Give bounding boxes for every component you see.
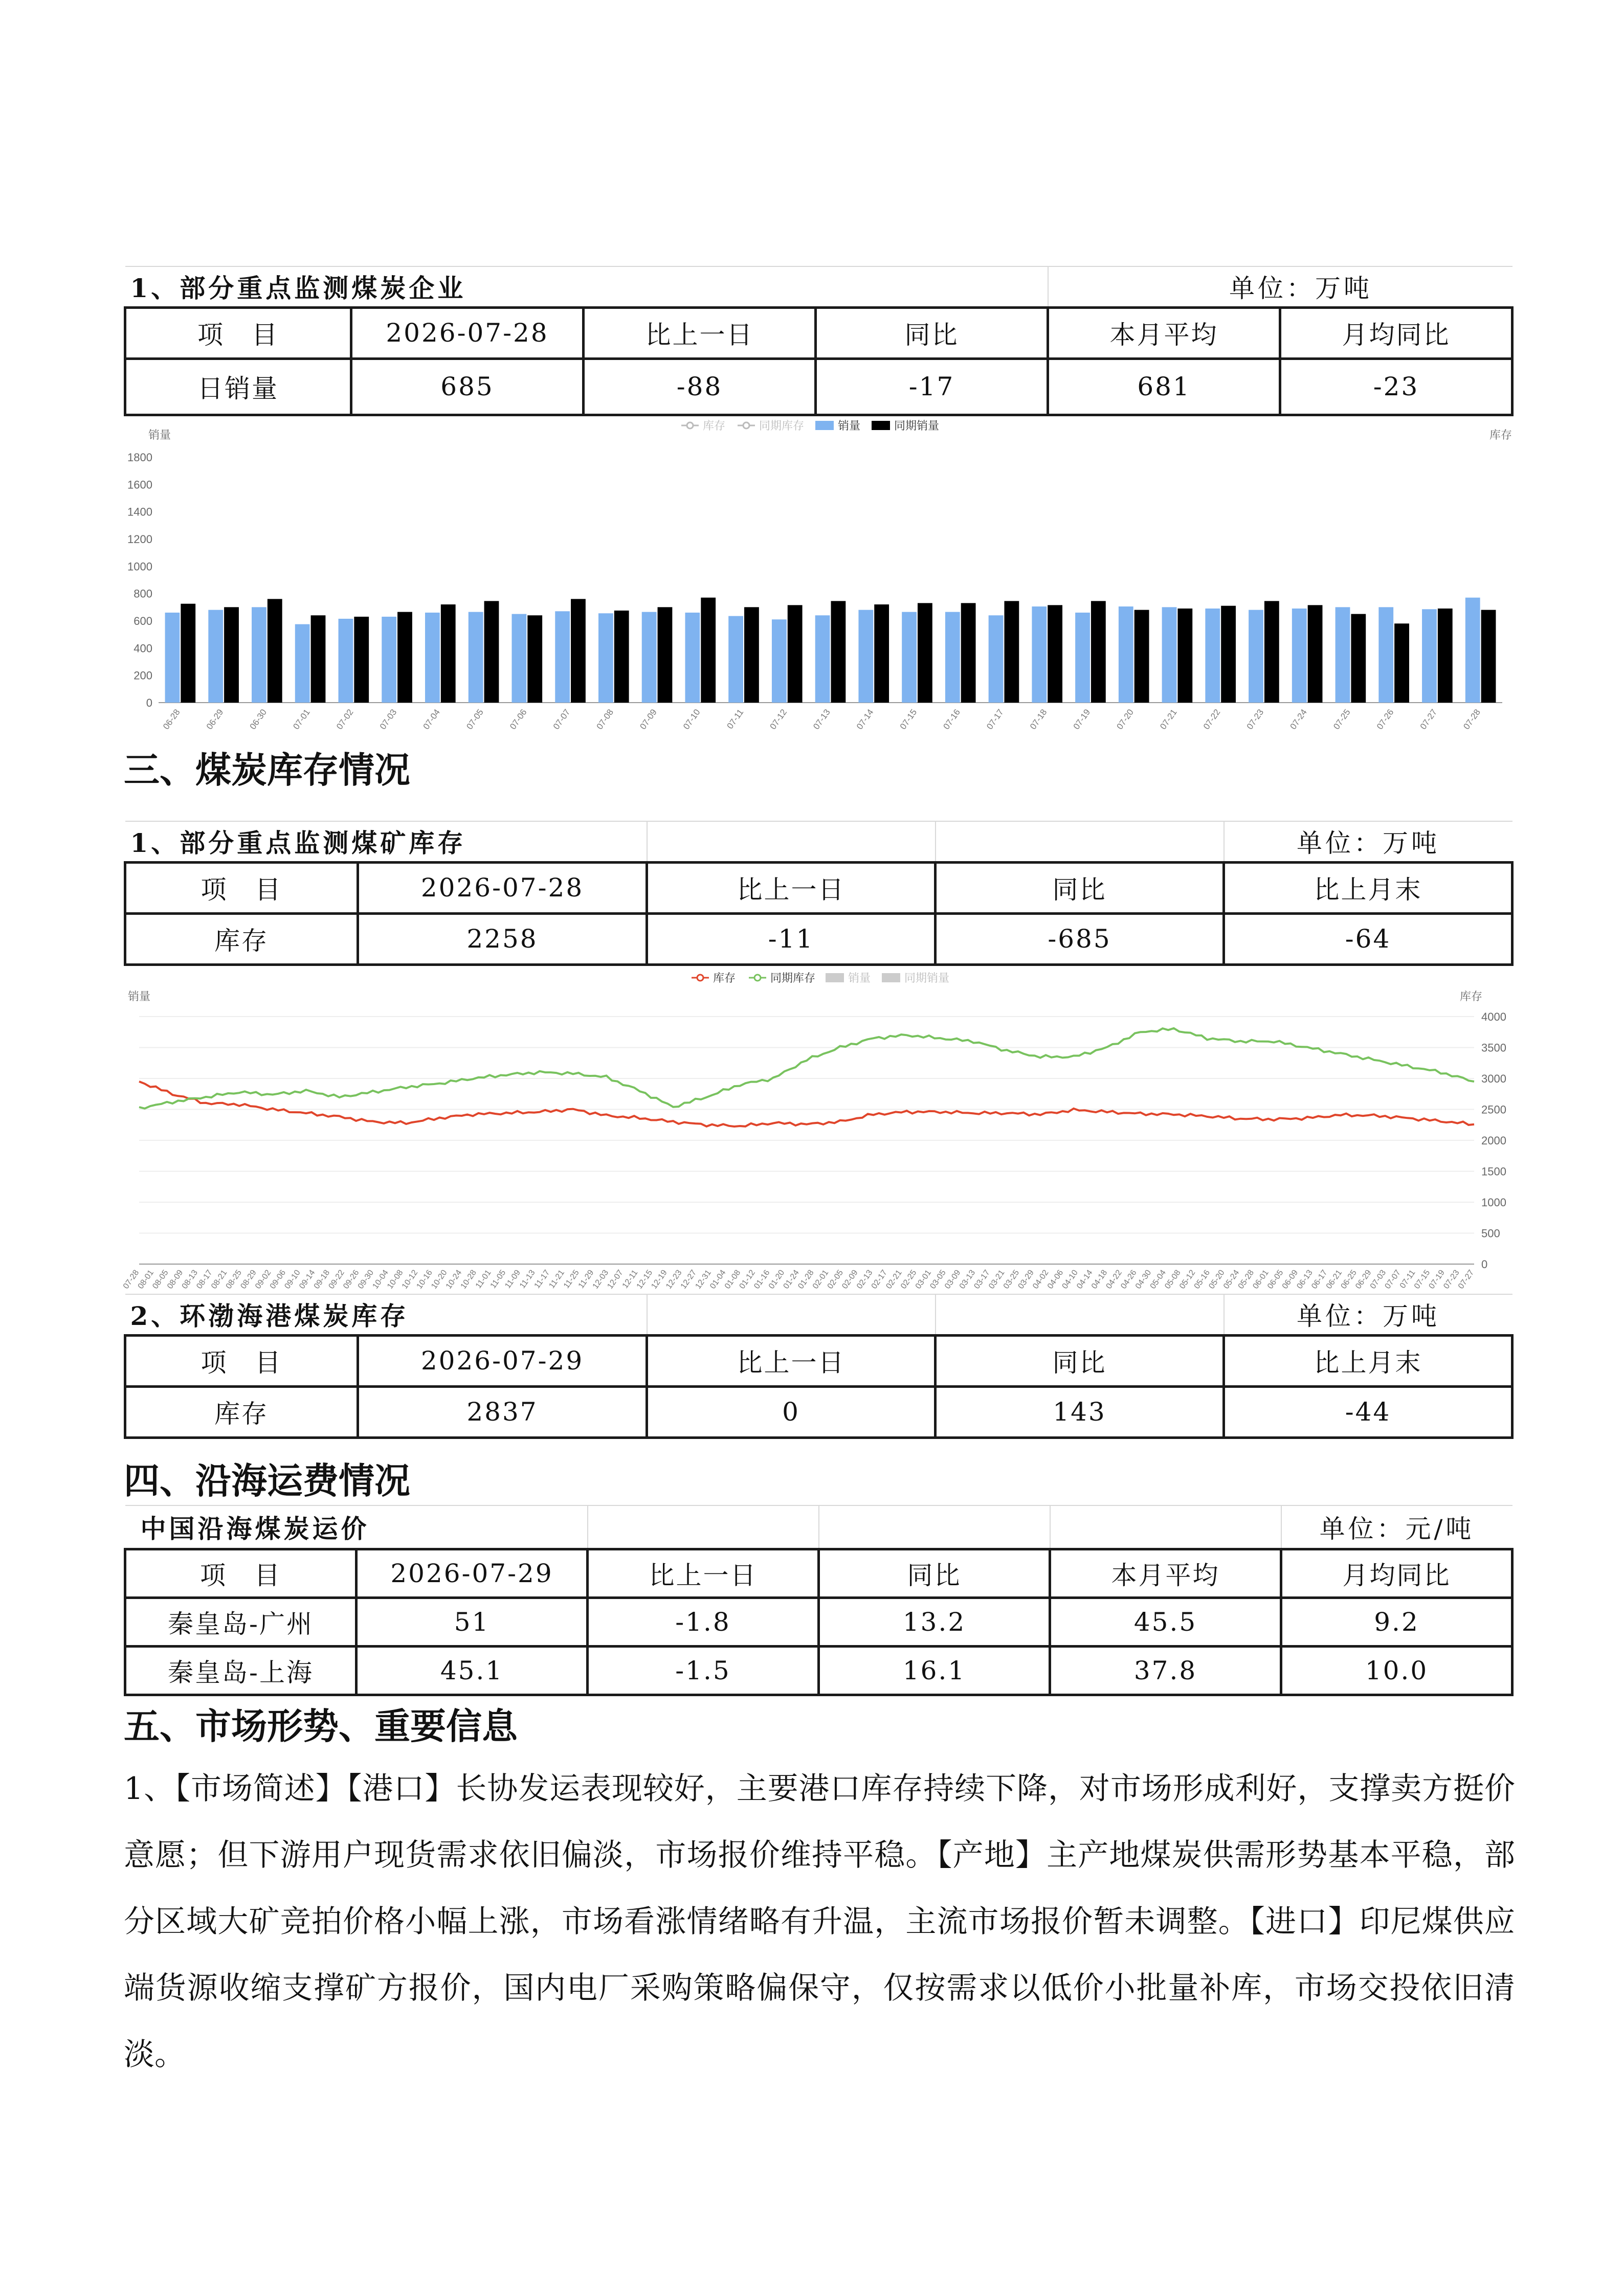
sales-bar	[1378, 607, 1393, 703]
left-axis-label: 销量	[148, 429, 171, 441]
table-cell: -685	[936, 913, 1224, 964]
x-tick-label: 01-24	[782, 1268, 801, 1291]
x-tick-label: 10-04	[371, 1268, 390, 1291]
sales-bar	[165, 613, 180, 703]
x-tick-label: 02-01	[811, 1268, 831, 1291]
x-tick-label: 07-18	[1028, 707, 1049, 731]
sales-bar	[598, 613, 613, 703]
y-tick-label: 4000	[1481, 1010, 1506, 1023]
header-cell: 项 目	[125, 862, 358, 913]
x-tick-label: 05-28	[1236, 1268, 1256, 1291]
x-tick-label: 03-21	[987, 1268, 1007, 1291]
x-tick-label: 05-24	[1221, 1268, 1241, 1291]
table-caption: 1、部分重点监测煤炭企业	[125, 266, 1048, 307]
y-tick-label: 3500	[1481, 1041, 1506, 1054]
y-tick-label: 1200	[127, 533, 152, 546]
x-tick-label: 03-25	[1002, 1268, 1021, 1291]
sales-bar	[1465, 598, 1480, 703]
x-tick-label: 12-23	[664, 1268, 684, 1291]
x-tick-label: 07-17	[985, 707, 1006, 731]
table-cell: 库存	[125, 1386, 358, 1437]
sales-prev-bar	[1004, 601, 1019, 703]
sales-bar	[252, 607, 266, 703]
x-tick-label: 06-21	[1324, 1268, 1344, 1291]
legend-label: 库存	[703, 419, 726, 432]
x-tick-label: 07-05	[464, 707, 485, 731]
table-cell: 681	[1048, 358, 1280, 415]
unit-label: 单位：万吨	[1224, 821, 1512, 862]
sales-bar	[858, 610, 873, 703]
x-tick-label: 07-24	[1288, 707, 1309, 731]
x-tick-label: 06-29	[204, 707, 226, 731]
x-tick-label: 07-19	[1427, 1268, 1447, 1291]
legend-label: 同期销量	[904, 972, 950, 984]
sales-prev-bar	[1264, 601, 1279, 703]
x-tick-label: 07-10	[681, 707, 702, 731]
header-cell: 同比	[936, 1335, 1224, 1386]
table-caption: 1、部分重点监测煤矿库存	[125, 821, 647, 862]
x-tick-label: 12-19	[650, 1268, 669, 1291]
x-tick-label: 06-29	[1354, 1268, 1373, 1291]
sales-prev-bar	[181, 604, 195, 703]
x-tick-label: 09-06	[268, 1268, 288, 1291]
x-tick-label: 01-16	[752, 1268, 772, 1291]
x-tick-label: 07-15	[898, 707, 919, 731]
x-tick-label: 01-08	[723, 1268, 743, 1291]
header-cell: 项 目	[125, 307, 351, 358]
x-tick-label: 11-17	[532, 1268, 552, 1290]
x-tick-label: 03-29	[1016, 1268, 1036, 1291]
x-tick-label: 07-28	[1461, 707, 1482, 731]
x-tick-label: 07-26	[1374, 707, 1396, 731]
stock-line-chart	[121, 972, 1520, 1299]
sales-prev-bar	[224, 607, 239, 703]
x-tick-label: 12-27	[679, 1268, 699, 1291]
x-tick-label: 07-07	[1383, 1268, 1403, 1291]
table-cell: 45.1	[357, 1646, 588, 1695]
sales-prev-bar	[268, 599, 282, 703]
table-cell: -88	[584, 358, 816, 415]
x-tick-label: 08-25	[224, 1268, 244, 1291]
x-tick-label: 07-04	[421, 707, 442, 731]
x-tick-label: 10-24	[444, 1268, 464, 1291]
sales-prev-bar	[311, 615, 326, 703]
x-tick-label: 09-14	[298, 1268, 317, 1291]
table-cell: 2837	[358, 1386, 647, 1437]
x-tick-label: 02-13	[855, 1268, 875, 1291]
x-tick-label: 01-12	[738, 1268, 757, 1291]
legend-label: 同期销量	[894, 419, 940, 432]
x-tick-label: 07-25	[1331, 707, 1352, 731]
sales-bar	[469, 612, 483, 703]
section-heading: 三、煤炭库存情况	[124, 749, 410, 791]
section-heading: 四、沿海运费情况	[124, 1460, 410, 1502]
sales-prev-bar	[571, 599, 586, 703]
x-tick-label: 09-02	[254, 1268, 273, 1291]
sales-bar	[772, 619, 787, 703]
y-tick-label: 400	[134, 642, 152, 655]
table-cell: 0	[647, 1386, 936, 1437]
sales-prev-bar	[1394, 623, 1409, 703]
x-tick-label: 12-07	[606, 1268, 625, 1291]
x-tick-label: 04-26	[1119, 1268, 1139, 1291]
y-tick-label: 1800	[127, 451, 152, 464]
sales-bar	[1119, 606, 1133, 703]
table-cell: 秦皇岛-上海	[125, 1646, 357, 1695]
x-tick-label: 07-11	[725, 707, 746, 731]
sales-bar	[555, 611, 570, 703]
y-tick-label: 2000	[1481, 1134, 1506, 1147]
sales-bar	[1292, 609, 1307, 703]
x-tick-label: 02-05	[826, 1268, 845, 1291]
sales-prev-bar	[1308, 605, 1323, 703]
header-cell: 项 目	[125, 1549, 357, 1597]
sales-prev-bar	[484, 601, 499, 703]
x-tick-label: 09-26	[342, 1268, 361, 1291]
y-tick-label: 1500	[1481, 1165, 1506, 1178]
sales-bar	[1205, 609, 1220, 703]
sales-prev-bar	[788, 605, 803, 703]
chart-legend	[692, 972, 949, 984]
port-stock-table	[124, 1294, 1514, 1439]
x-tick-label: 11-29	[576, 1268, 596, 1290]
x-tick-label: 12-15	[635, 1268, 655, 1291]
x-tick-label: 07-03	[1368, 1268, 1388, 1291]
header-cell: 2026-07-29	[357, 1549, 588, 1597]
x-tick-label: 07-06	[508, 707, 529, 731]
sales-prev-bar	[1048, 605, 1062, 703]
table-cell: 日销量	[125, 358, 351, 415]
x-tick-label: 02-17	[870, 1268, 889, 1291]
y-tick-label: 800	[134, 587, 152, 600]
x-tick-label: 07-12	[768, 707, 789, 731]
x-tick-label: 07-19	[1071, 707, 1093, 731]
x-tick-label: 07-02	[335, 707, 355, 731]
header-cell: 比上一日	[584, 307, 816, 358]
table-cell: 13.2	[819, 1597, 1050, 1646]
sales-table	[124, 266, 1514, 416]
y-tick-label: 600	[134, 615, 152, 627]
header-cell: 本月平均	[1048, 307, 1280, 358]
x-tick-label: 12-31	[694, 1268, 713, 1291]
sales-bar	[945, 612, 960, 703]
sales-bar	[208, 610, 223, 703]
sales-bar	[382, 617, 396, 703]
x-tick-label: 01-04	[708, 1268, 728, 1291]
table-cell: -1.8	[588, 1597, 819, 1646]
x-tick-label: 11-13	[518, 1268, 537, 1290]
x-tick-label: 12-03	[591, 1268, 611, 1291]
x-tick-label: 04-02	[1031, 1268, 1051, 1291]
legend-label: 同期库存	[770, 972, 816, 984]
table-cell: 685	[351, 358, 584, 415]
x-tick-label: 03-17	[972, 1268, 992, 1291]
x-tick-label: 07-03	[377, 707, 399, 731]
x-tick-label: 04-18	[1089, 1268, 1109, 1291]
x-tick-label: 04-14	[1075, 1268, 1095, 1291]
x-tick-label: 07-07	[551, 707, 572, 731]
x-tick-label: 07-22	[1201, 707, 1222, 731]
right-axis-label: 库存	[1460, 990, 1483, 1003]
sales-bar	[1075, 613, 1090, 703]
sales-prev-bar	[1091, 601, 1106, 703]
x-tick-label: 06-05	[1266, 1268, 1285, 1291]
x-tick-label: 05-08	[1163, 1268, 1183, 1291]
sales-prev-bar	[658, 607, 673, 703]
header-cell: 2026-07-28	[358, 862, 647, 913]
x-tick-label: 07-27	[1418, 707, 1439, 731]
table-cell: -11	[647, 913, 936, 964]
header-cell: 比上一日	[647, 862, 936, 913]
x-tick-label: 03-05	[928, 1268, 948, 1291]
sales-prev-bar	[701, 598, 716, 703]
header-cell: 本月平均	[1050, 1549, 1281, 1597]
x-tick-label: 08-29	[239, 1268, 258, 1291]
legend-label: 销量	[848, 972, 871, 984]
table-cell: 10.0	[1281, 1646, 1512, 1695]
x-tick-label: 07-16	[941, 707, 963, 731]
sales-prev-bar	[1481, 610, 1496, 703]
x-tick-label: 03-09	[943, 1268, 963, 1291]
x-tick-label: 07-20	[1115, 707, 1136, 731]
x-tick-label: 07-28	[121, 1268, 141, 1291]
y-tick-label: 0	[146, 696, 152, 709]
x-tick-label: 11-01	[474, 1268, 493, 1290]
x-tick-label: 08-13	[180, 1268, 200, 1291]
x-tick-label: 07-11	[1398, 1268, 1417, 1290]
unit-label: 单位：万吨	[1224, 1294, 1512, 1335]
legend-label: 同期库存	[759, 419, 805, 432]
x-tick-label: 08-05	[151, 1268, 170, 1291]
sales-bar	[339, 619, 353, 703]
x-tick-label: 07-09	[638, 707, 659, 731]
sales-bar	[902, 612, 917, 703]
sales-bar	[728, 616, 743, 703]
y-tick-label: 1000	[1481, 1196, 1506, 1209]
x-tick-label: 07-21	[1158, 707, 1179, 731]
sales-bar	[989, 615, 1004, 703]
right-axis-label: 库存	[1489, 429, 1512, 441]
x-tick-label: 07-23	[1442, 1268, 1461, 1291]
x-tick-label: 04-30	[1133, 1268, 1153, 1291]
x-tick-label: 02-09	[840, 1268, 860, 1291]
stock-line	[139, 1082, 1474, 1127]
section-heading: 五、市场形势、重要信息	[124, 1705, 518, 1747]
sales-prev-bar	[874, 604, 889, 703]
header-cell: 比上月末	[1224, 862, 1512, 913]
x-tick-label: 10-16	[415, 1268, 434, 1291]
x-tick-label: 03-13	[958, 1268, 977, 1291]
x-tick-label: 09-22	[327, 1268, 346, 1291]
x-tick-label: 06-09	[1280, 1268, 1300, 1291]
legend-label: 库存	[713, 972, 736, 984]
x-tick-label: 07-13	[811, 707, 832, 731]
header-cell: 2026-07-29	[358, 1335, 647, 1386]
x-tick-label: 06-17	[1310, 1268, 1329, 1291]
sales-prev-bar	[397, 612, 412, 703]
chart-legend	[681, 419, 939, 432]
x-tick-label: 05-20	[1207, 1268, 1227, 1291]
header-cell: 同比	[936, 862, 1224, 913]
table-cell: 2258	[358, 913, 647, 964]
table-cell: 9.2	[1281, 1597, 1512, 1646]
header-cell: 比上一日	[647, 1335, 936, 1386]
x-tick-label: 07-08	[594, 707, 616, 731]
x-tick-label: 07-27	[1456, 1268, 1476, 1291]
header-cell: 同比	[816, 307, 1048, 358]
y-tick-label: 1400	[127, 505, 152, 519]
sales-prev-bar	[744, 607, 759, 703]
x-tick-label: 06-30	[248, 707, 269, 731]
x-tick-label: 09-30	[356, 1268, 376, 1291]
y-tick-label: 500	[1481, 1227, 1500, 1240]
sales-prev-bar	[614, 611, 629, 703]
x-tick-label: 01-28	[796, 1268, 816, 1291]
table-cell: -23	[1280, 358, 1512, 415]
legend-label: 销量	[838, 419, 861, 432]
x-tick-label: 08-09	[165, 1268, 185, 1291]
y-tick-label: 200	[134, 669, 152, 682]
x-tick-label: 07-15	[1412, 1268, 1432, 1291]
market-summary	[124, 1755, 1515, 2088]
table-cell: 库存	[125, 913, 358, 964]
table-cell: 37.8	[1050, 1646, 1281, 1695]
x-tick-label: 07-01	[291, 707, 312, 731]
table-cell: -44	[1224, 1386, 1512, 1437]
x-tick-label: 08-21	[209, 1268, 229, 1291]
sales-bar	[642, 612, 657, 703]
stock-prev-line	[139, 1028, 1474, 1109]
x-tick-label: 04-22	[1104, 1268, 1124, 1291]
x-tick-label: 10-12	[400, 1268, 420, 1291]
table-cell: -17	[816, 358, 1048, 415]
sales-prev-bar	[1438, 609, 1453, 703]
x-tick-label: 06-25	[1339, 1268, 1359, 1291]
x-tick-label: 05-12	[1177, 1268, 1197, 1291]
header-cell: 2026-07-28	[351, 307, 584, 358]
x-tick-label: 07-14	[855, 707, 876, 731]
y-tick-label: 3000	[1481, 1072, 1506, 1085]
sales-prev-bar	[441, 604, 456, 703]
table-cell: -64	[1224, 913, 1512, 964]
x-tick-label: 09-18	[312, 1268, 332, 1291]
y-tick-label: 1000	[127, 560, 152, 573]
y-tick-label: 1600	[127, 478, 152, 491]
table-cell: -1.5	[588, 1646, 819, 1695]
market-summary-text: 1、【市场简述】【港口】长协发运表现较好，主要港口库存持续下降，对市场形成利好，支撑卖方挺价意愿；但下游用户现货需求依旧偏淡，市场报价维持平稳。【产地】主产地煤炭供需形势基本平稳，部分区域大矿竞拍价格小幅上涨，市场看涨情绪略有升温，主流市场报价暂未调整。【进口】印尼煤供应端货源收缩支撑矿方报价，国内电厂采购策略偏保守，仅按需求以低价小批量补库，市场交投依旧清淡。	[124, 1771, 1515, 2073]
sales-bar	[815, 615, 830, 703]
unit-label: 单位：元/吨	[1281, 1505, 1512, 1549]
sales-bar	[1032, 606, 1047, 703]
table-caption: 2、环渤海港煤炭库存	[125, 1294, 647, 1335]
sales-bar	[1422, 609, 1437, 703]
x-tick-label: 06-13	[1295, 1268, 1315, 1291]
x-tick-label: 02-25	[899, 1268, 919, 1291]
x-tick-label: 11-21	[547, 1268, 567, 1290]
y-tick-label: 2500	[1481, 1103, 1506, 1116]
x-tick-label: 09-10	[283, 1268, 302, 1291]
table-cell: 45.5	[1050, 1597, 1281, 1646]
unit-label: 单位：万吨	[1048, 266, 1512, 307]
sales-prev-bar	[1221, 606, 1236, 703]
sales-prev-bar	[961, 603, 976, 703]
sales-prev-bar	[1177, 609, 1192, 703]
x-tick-label: 01-20	[767, 1268, 787, 1291]
sales-prev-bar	[1134, 610, 1149, 703]
table-cell: 51	[357, 1597, 588, 1646]
x-tick-label: 04-10	[1060, 1268, 1080, 1291]
x-tick-label: 06-01	[1251, 1268, 1271, 1291]
x-tick-label: 05-04	[1148, 1268, 1168, 1291]
x-tick-label: 02-21	[884, 1268, 904, 1291]
header-cell: 同比	[819, 1549, 1050, 1597]
header-cell: 比上月末	[1224, 1335, 1512, 1386]
sales-bar	[295, 624, 310, 703]
header-cell: 比上一日	[588, 1549, 819, 1597]
x-tick-label: 11-05	[488, 1268, 508, 1290]
header-cell: 月均同比	[1281, 1549, 1512, 1597]
x-tick-label: 03-01	[914, 1268, 933, 1291]
table-caption: 中国沿海煤炭运价	[125, 1505, 588, 1549]
x-tick-label: 10-28	[459, 1268, 478, 1291]
sales-prev-bar	[918, 603, 932, 703]
sales-bar	[425, 613, 440, 703]
sales-bar	[1249, 610, 1263, 703]
table-cell: 16.1	[819, 1646, 1050, 1695]
mine-stock-table	[124, 821, 1514, 966]
sales-bar	[685, 613, 700, 703]
table-cell: 143	[936, 1386, 1224, 1437]
sales-bar	[511, 614, 526, 703]
x-tick-label: 08-01	[136, 1268, 155, 1291]
x-tick-label: 08-17	[195, 1268, 214, 1291]
sales-prev-bar	[527, 615, 542, 703]
x-tick-label: 07-23	[1244, 707, 1266, 731]
x-tick-label: 11-25	[562, 1268, 581, 1290]
x-tick-label: 10-20	[430, 1268, 449, 1291]
sales-prev-bar	[354, 617, 369, 703]
x-tick-label: 10-08	[386, 1268, 405, 1291]
header-cell: 项 目	[125, 1335, 358, 1386]
sales-bar	[1336, 607, 1350, 703]
left-axis-label: 销量	[128, 990, 151, 1003]
x-tick-label: 04-06	[1045, 1268, 1065, 1291]
x-tick-label: 06-28	[161, 707, 182, 731]
sales-bar	[1162, 607, 1177, 703]
sales-bar-chart	[124, 420, 1520, 737]
freight-table	[124, 1505, 1514, 1696]
y-tick-label: 0	[1481, 1258, 1488, 1271]
table-cell: 秦皇岛-广州	[125, 1597, 357, 1646]
x-tick-label: 11-09	[503, 1268, 522, 1290]
sales-prev-bar	[1351, 614, 1366, 703]
x-tick-label: 12-11	[620, 1268, 640, 1290]
x-tick-label: 05-16	[1192, 1268, 1212, 1291]
sales-prev-bar	[831, 601, 846, 703]
header-cell: 月均同比	[1280, 307, 1512, 358]
